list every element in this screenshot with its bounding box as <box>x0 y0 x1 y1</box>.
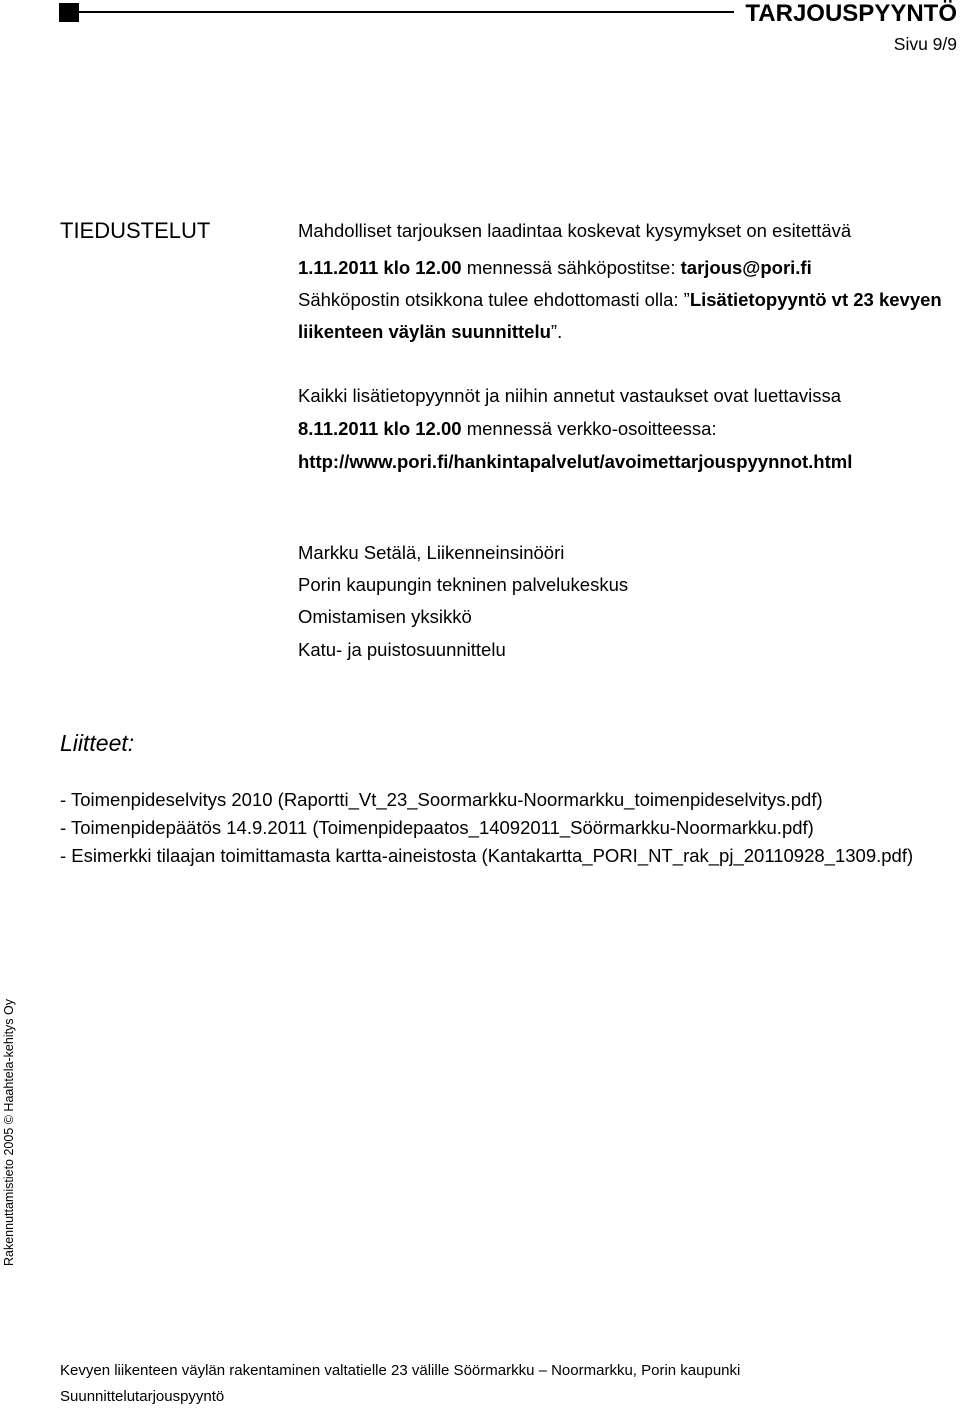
copyright-side-note: Rakennuttamistieto 2005 © Haahtela-kehitys Oy <box>2 999 16 1266</box>
answers-deadline-line <box>298 418 717 440</box>
attachment-item: - Toimenpideselvitys 2010 (Raportti_Vt_23_Soormarkku-Noormarkku_toimenpideselvitys.pdf) <box>60 789 823 810</box>
subject-close-quote: ”. <box>550 321 563 342</box>
subject-text-part-2: liikenteen väylän suunnittelu <box>298 321 551 342</box>
document-title: TARJOUSPYYNTÖ <box>745 0 957 27</box>
attachment-item: - Toimenpidepäätös 14.9.2011 (Toimenpidepaatos_14092011_Söörmarkku-Noormarkku.pdf) <box>60 817 814 838</box>
inquiries-heading: TIEDUSTELUT <box>60 218 211 243</box>
contact-unit: Omistamisen yksikkö <box>298 606 472 627</box>
question-deadline-line <box>298 257 812 279</box>
contact-department: Katu- ja puistosuunnittelu <box>298 639 506 660</box>
answers-url[interactable]: http://www.pori.fi/hankintapalvelut/avoimettarjouspyynnot.html <box>298 451 853 472</box>
attachments-heading: Liitteet: <box>60 730 135 756</box>
question-deadline: 1.11.2011 klo 12.00 <box>298 257 462 278</box>
inquiries-intro-line: Mahdolliset tarjouksen laadintaa koskevat kysymykset on esitettävä <box>298 220 852 241</box>
inquiry-email[interactable]: tarjous@pori.fi <box>680 257 812 278</box>
footer-project-title: Kevyen liikenteen väylän rakentaminen valtatielle 23 välille Söörmarkku – Noormarkku, Porin kaupunki <box>60 1362 741 1379</box>
subject-line-1 <box>298 289 942 311</box>
contact-organization: Porin kaupungin tekninen palvelukeskus <box>298 574 629 595</box>
attachment-item: - Esimerkki tilaajan toimittamasta kartta-aineistosta (Kantakartta_PORI_NT_rak_pj_20110928_1309.pdf) <box>60 845 914 866</box>
answers-deadline-suffix: mennessä verkko-osoitteessa: <box>466 418 717 439</box>
header-marker <box>59 3 79 22</box>
subject-intro: Sähköpostin otsikkona tulee ehdottomasti olla: <box>298 289 679 310</box>
subject-line-2 <box>298 321 562 343</box>
answers-deadline: 8.11.2011 klo 12.00 <box>298 418 462 439</box>
page-number: Sivu 9/9 <box>893 34 957 54</box>
header-rule <box>79 11 734 13</box>
question-deadline-suffix: mennessä sähköpostitse: <box>466 257 676 278</box>
footer-document-type: Suunnittelutarjouspyyntö <box>60 1388 225 1405</box>
contact-name-title: Markku Setälä, Liikenneinsinööri <box>298 542 565 563</box>
subject-text-part-1: Lisätietopyyntö vt 23 kevyen <box>689 289 942 310</box>
answers-intro-line: Kaikki lisätietopyynnöt ja niihin annetut vastaukset ovat luettavissa <box>298 385 841 406</box>
subject-open-quote: ” <box>683 289 690 310</box>
